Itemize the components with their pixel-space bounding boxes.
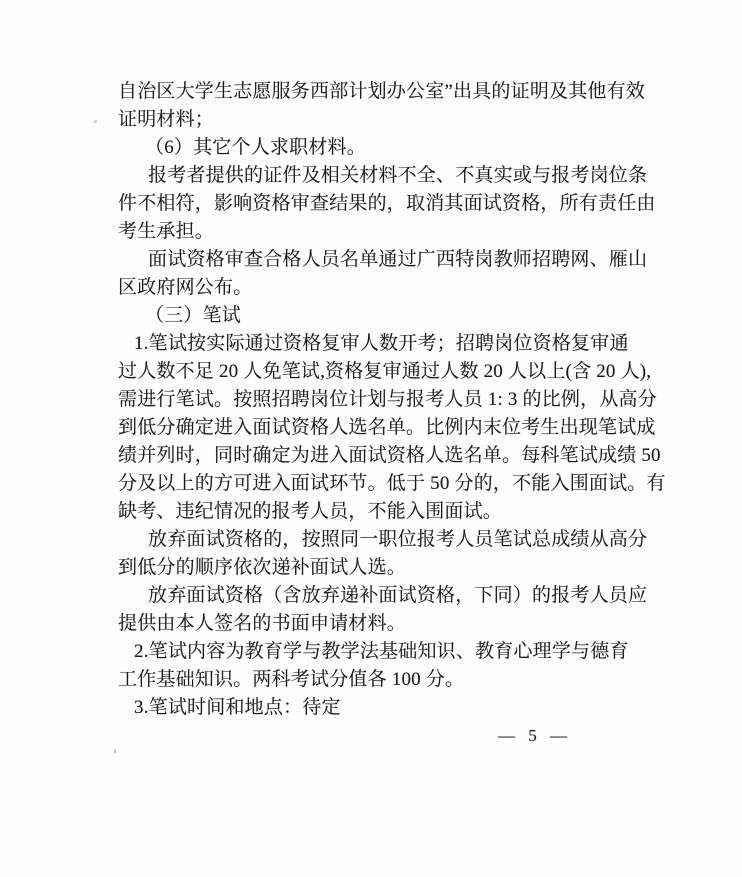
scan-speck [94, 120, 97, 123]
doc-line: 到低分的顺序依次递补面试人选。 [118, 557, 407, 578]
doc-line: 分及以上的方可进入面试环节。低于 50 分的，不能入围面试。有 [118, 473, 666, 494]
doc-line: 工作基础知识。两科考试分值各 100 分。 [118, 669, 465, 690]
scan-speck [114, 749, 116, 753]
document-body [118, 78, 666, 750]
doc-line: 报考者提供的证件及相关材料不全、不真实或与报考岗位条 [148, 165, 648, 186]
doc-line: 缺考、违纪情况的报考人员，不能入围面试。 [118, 501, 503, 522]
doc-line: （三）笔试 [145, 305, 242, 326]
doc-line: 自治区大学生志愿服务西部计划办公室”出具的证明及其他有效 [118, 81, 646, 102]
doc-line: 2.笔试内容为教育学与教学法基础知识、教育心理学与德育 [134, 641, 629, 662]
doc-line: 证明材料； [118, 109, 215, 130]
doc-line: 面试资格审查合格人员名单通过广西特岗教师招聘网、雁山 [148, 249, 648, 270]
doc-line: 考生承担。 [118, 221, 215, 242]
doc-line: 放弃面试资格的，按照同一职位报考人员笔试总成绩从高分 [148, 529, 648, 550]
page-number: — 5 — [498, 726, 568, 745]
doc-line: 放弃面试资格（含放弃递补面试资格，下同）的报考人员应 [148, 585, 648, 606]
doc-line: 1.笔试按实际通过资格复审人数开考；招聘岗位资格复审通 [134, 333, 629, 354]
doc-line: 3.笔试时间和地点：待定 [134, 697, 341, 718]
doc-line: 提供由本人签名的书面申请材料。 [118, 613, 407, 634]
doc-line: 件不相符，影响资格审查结果的，取消其面试资格，所有责任由 [118, 193, 656, 214]
doc-line: 需进行笔试。按照招聘岗位计划与报考人员 1: 3 的比例，从高分 [118, 389, 657, 410]
doc-line: 过人数不足 20 人免笔试,资格复审通过人数 20 人以上(含 20 人), [118, 361, 652, 382]
doc-line: （6）其它个人求职材料。 [145, 137, 366, 158]
doc-line: 到低分确定进入面试资格人选名单。比例内末位考生出现笔试成 [118, 417, 656, 438]
doc-line: 区政府网公布。 [118, 277, 253, 298]
doc-line: 绩并列时，同时确定为进入面试资格人选名单。每科笔试成绩 50 [118, 445, 661, 466]
